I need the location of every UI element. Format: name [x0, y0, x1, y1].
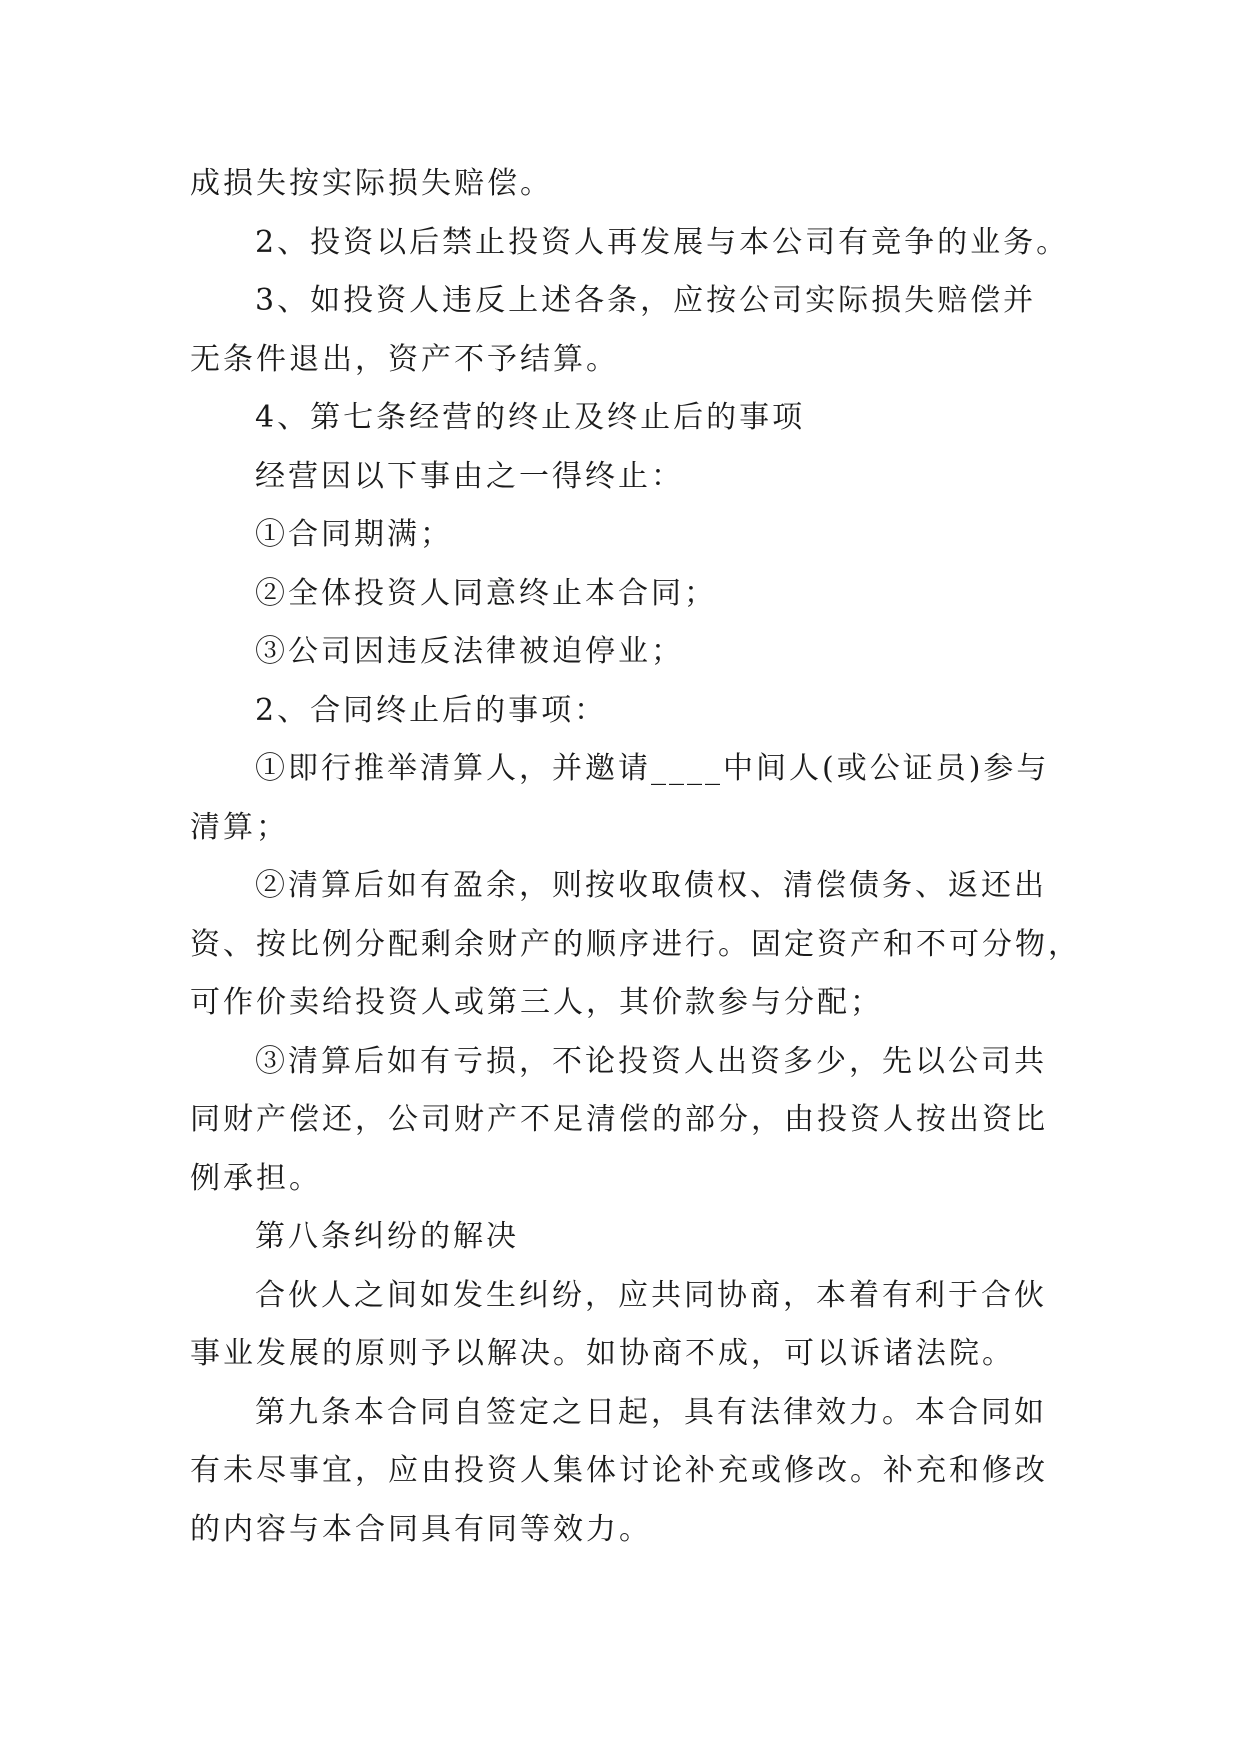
text-line: ①即行推举清算人，并邀请____中间人(或公证员)参与 — [255, 751, 1050, 786]
text-line: 4、第七条经营的终止及终止后的事项 — [255, 400, 806, 435]
text-line: 第八条纠纷的解决 — [255, 1219, 519, 1254]
text-line: 2、投资以后禁止投资人再发展与本公司有竞争的业务。 — [255, 224, 1070, 260]
text-line: ③公司因违反法律被迫停业； — [255, 634, 684, 669]
text-line: ②清算后如有盈余，则按收取债权、清偿债务、返还出 — [255, 868, 1047, 903]
text-line: 的内容与本合同具有同等效力。 — [190, 1511, 652, 1547]
text-line: 成损失按实际损失赔偿。 — [190, 166, 553, 201]
text-line: 3、如投资人违反上述各条，应按公司实际损失赔偿并 — [255, 283, 1037, 318]
text-line: 例承担。 — [190, 1160, 322, 1196]
text-line: ①合同期满； — [255, 517, 453, 552]
text-line: 同财产偿还，公司财产不足清偿的部分，由投资人按出资比 — [190, 1102, 1048, 1137]
document-body — [190, 155, 1081, 1559]
text-line: 2、合同终止后的事项： — [255, 692, 608, 728]
text-line: 可作价卖给投资人或第三人，其价款参与分配； — [190, 985, 883, 1020]
text-line: 事业发展的原则予以解决。如协商不成，可以诉诸法院。 — [190, 1336, 1015, 1371]
text-line: 第九条本合同自签定之日起，具有法律效力。本合同如 — [255, 1394, 1047, 1430]
text-line: ③清算后如有亏损，不论投资人出资多少，先以公司共 — [255, 1043, 1047, 1079]
text-line: 经营因以下事由之一得终止： — [255, 458, 684, 494]
text-line: 有未尽事宜，应由投资人集体讨论补充或修改。补充和修改 — [190, 1453, 1048, 1488]
text-line: 合伙人之间如发生纠纷，应共同协商，本着有利于合伙 — [255, 1277, 1047, 1313]
text-line: 资、按比例分配剩余财产的顺序进行。固定资产和不可分物， — [190, 926, 1081, 962]
text-line: ②全体投资人同意终止本合同； — [255, 575, 717, 611]
text-line: 无条件退出，资产不予结算。 — [190, 341, 619, 377]
text-line: 清算； — [190, 809, 289, 845]
